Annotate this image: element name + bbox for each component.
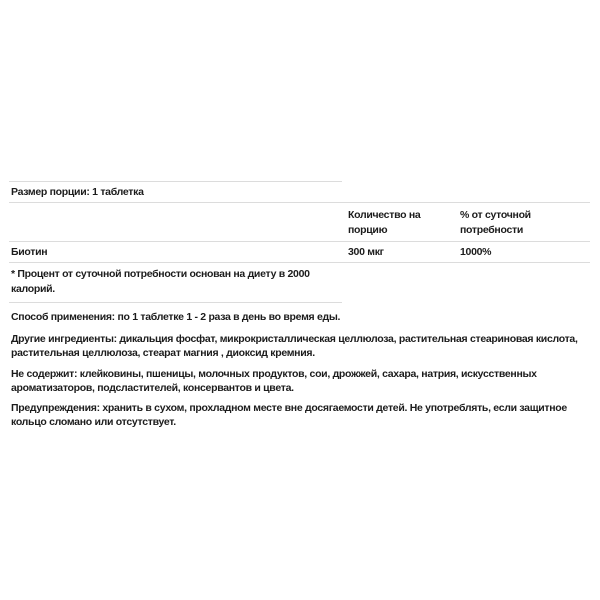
directions-paragraph: Способ применения: по 1 таблетке 1 - 2 раза в день во время еды. xyxy=(11,311,341,323)
supplement-facts-panel xyxy=(0,181,600,429)
table-row-biotin xyxy=(10,242,590,262)
nutrient-name: Биотин xyxy=(11,246,48,258)
table-header-row xyxy=(10,203,590,241)
column-header-daily-value: % от суточной потребности xyxy=(460,209,531,236)
supplement-facts-table xyxy=(10,181,590,303)
other-ingredients-paragraph: Другие ингредиенты: дикальция фосфат, микрокристаллическая целлюлоза, растительная стеариновая кислота, растительная целлюлоза, стеарат магния , диоксид кремния. xyxy=(11,333,578,359)
nutrient-daily-value: 1000% xyxy=(460,246,492,258)
serving-size-row: Размер порции: 1 таблетка xyxy=(11,186,144,198)
free-of-paragraph: Не содержит: клейковины, пшеницы, молочных продуктов, сои, дрожжей, сахара, натрия, искусственных ароматизаторов, подсластителей, консервантов и цвета. xyxy=(11,368,537,394)
warnings-paragraph: Предупреждения: хранить в сухом, прохладном месте вне досягаемости детей. Не употреблять, если защитное кольцо сломано или отсутствует. xyxy=(11,402,567,428)
column-header-amount-per-serving: Количество на порцию xyxy=(348,209,421,236)
daily-value-footnote: * Процент от суточной потребности основан на диету в 2000 калорий. xyxy=(11,268,310,295)
divider-bottom xyxy=(9,302,342,303)
nutrient-amount: 300 мкг xyxy=(348,246,384,258)
